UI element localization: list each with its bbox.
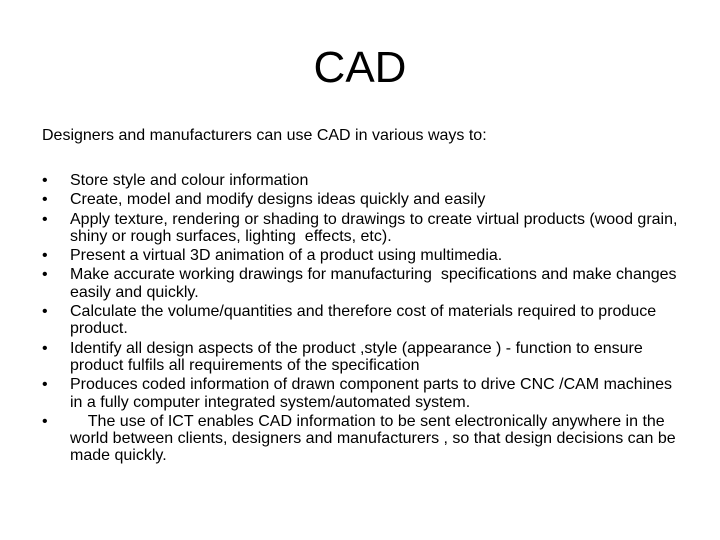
- bullet-text: Produces coded information of drawn component parts to drive CNC /CAM machines in a fully computer integrated system/automated system.: [70, 376, 677, 411]
- slide-title: CAD: [313, 43, 407, 92]
- intro-text: Designers and manufacturers can use CAD in various ways to:: [42, 127, 487, 144]
- bullet-text: Make accurate working drawings for manufacturing specifications and make changes easily and quickly.: [70, 266, 681, 301]
- bullet-text: Calculate the volume/quantities and therefore cost of materials required to produce product.: [70, 303, 661, 338]
- bullet-item: [42, 172, 682, 189]
- bullet-item: [42, 413, 682, 465]
- bullet-item: [42, 191, 682, 208]
- bullet-text: Present a virtual 3D animation of a product using multimedia.: [70, 247, 503, 265]
- bullet-dot-icon: •: [42, 210, 48, 228]
- bullet-text: Identify all design aspects of the product ,style (appearance ) - function to ensure product fulfils all requirements of the specification: [70, 339, 648, 374]
- bullet-dot-icon: •: [42, 339, 48, 357]
- bullet-text: The use of ICT enables CAD information to be sent electronically anywhere in the world between clients, designers and manufacturers , so that design decisions can be made quickly.: [70, 412, 681, 465]
- bullet-item: [42, 211, 682, 246]
- bullet-item: [42, 247, 682, 264]
- bullet-text: Store style and colour information: [70, 172, 309, 189]
- bullet-dot-icon: •: [42, 376, 48, 394]
- bullet-dot-icon: •: [42, 172, 48, 189]
- bullet-dot-icon: •: [42, 191, 48, 209]
- bullet-dot-icon: •: [42, 303, 48, 321]
- bullet-dot-icon: •: [42, 247, 48, 265]
- bullet-item: [42, 340, 682, 375]
- bullet-list: [42, 172, 682, 467]
- bullet-item: [42, 266, 682, 301]
- bullet-dot-icon: •: [42, 412, 48, 430]
- bullet-item: [42, 376, 682, 411]
- bullet-text: Create, model and modify designs ideas quickly and easily: [70, 191, 486, 209]
- bullet-item: [42, 303, 682, 338]
- bullet-dot-icon: •: [42, 266, 48, 284]
- bullet-text: Apply texture, rendering or shading to drawings to create virtual products (wood grain, shiny or rough surfaces, lighting effects, etc).: [70, 210, 682, 245]
